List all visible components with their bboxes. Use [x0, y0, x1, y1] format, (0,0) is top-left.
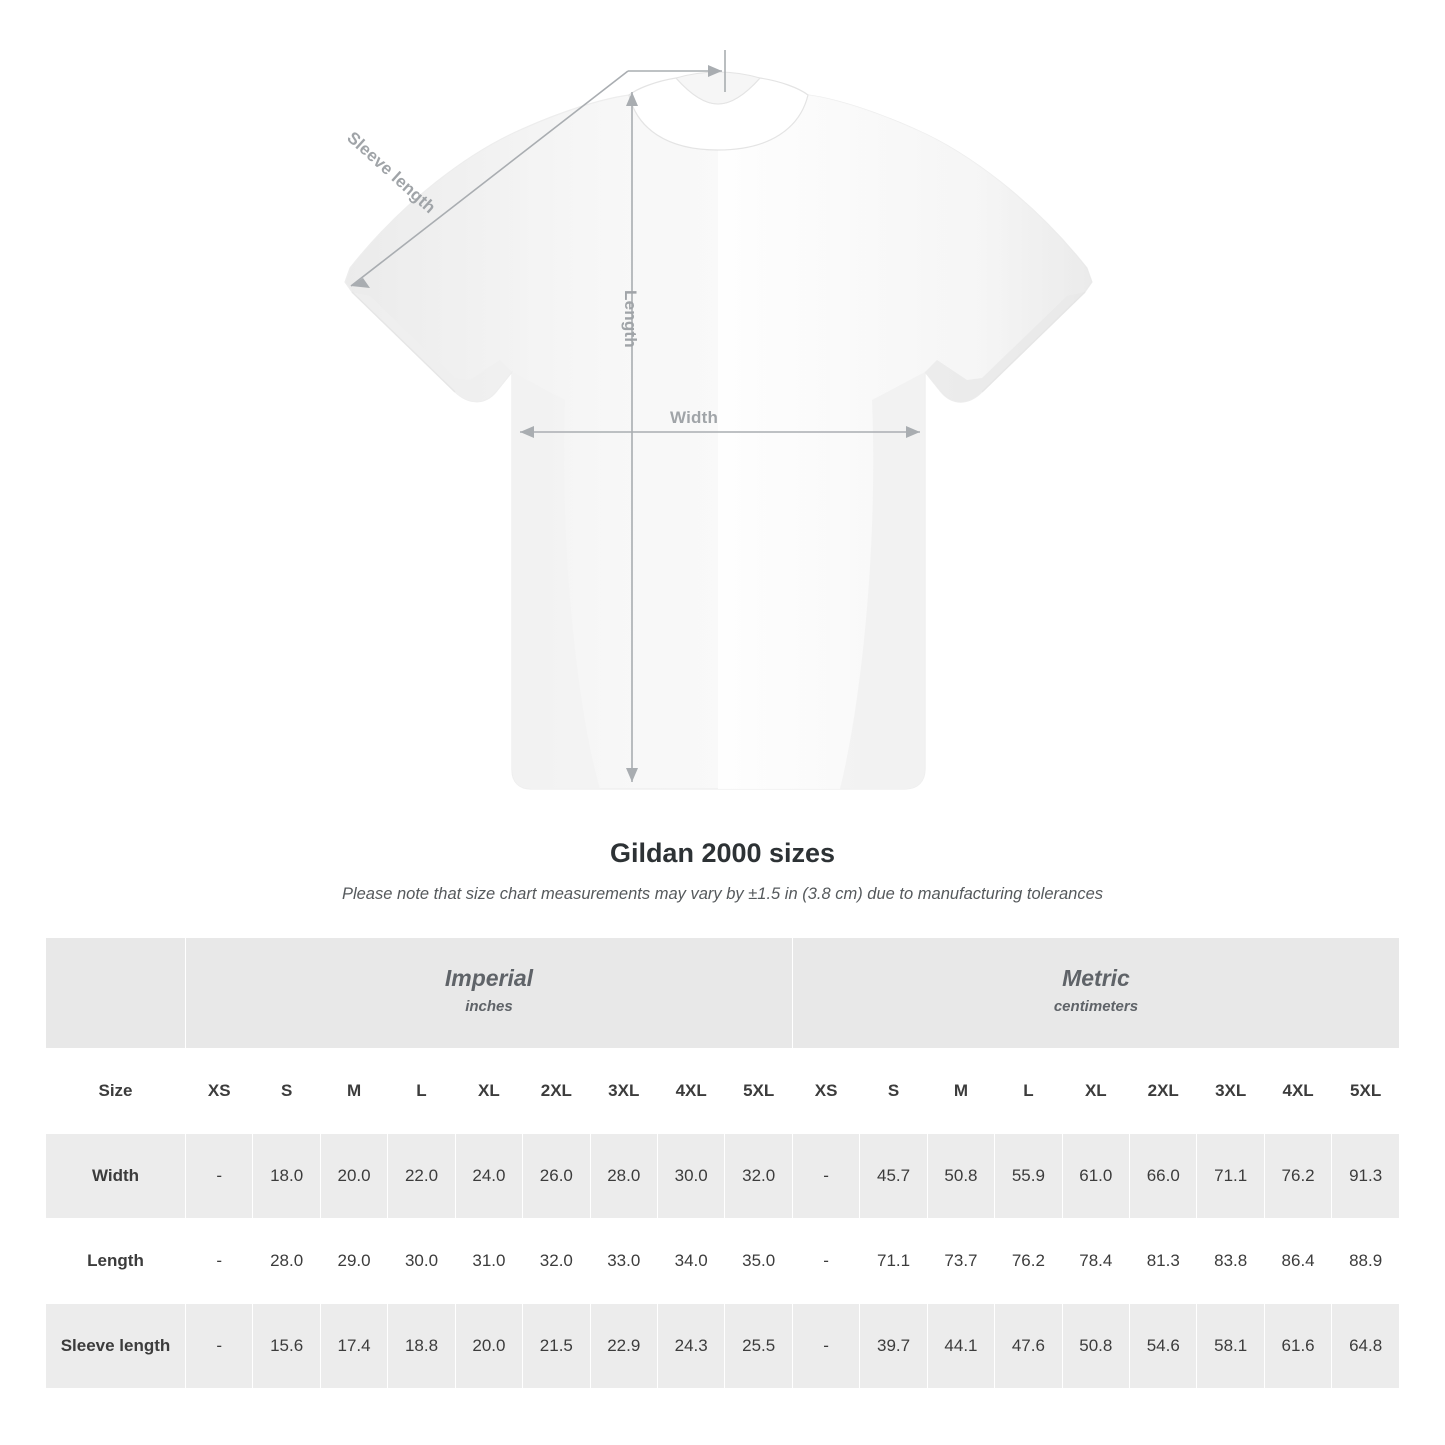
cell-width-imperial-4xl: 30.0 — [657, 1134, 724, 1219]
cell-sleeve-imperial-2xl: 21.5 — [523, 1304, 590, 1389]
cell-sleeve-metric-m: 44.1 — [927, 1304, 994, 1389]
column-header-imperial-2xl: 2XL — [523, 1049, 590, 1134]
cell-length-imperial-xs: - — [186, 1219, 253, 1304]
row-label-sleeve-length: Sleeve length — [46, 1304, 186, 1389]
column-header-imperial-5xl: 5XL — [725, 1049, 793, 1134]
unit-header-row — [46, 938, 1400, 1049]
cell-length-imperial-l: 30.0 — [388, 1219, 455, 1304]
cell-sleeve-imperial-xs: - — [186, 1304, 253, 1389]
cell-length-imperial-xl: 31.0 — [455, 1219, 522, 1304]
cell-length-metric-3xl: 83.8 — [1197, 1219, 1264, 1304]
column-header-metric-4xl: 4XL — [1264, 1049, 1331, 1134]
cell-sleeve-imperial-m: 17.4 — [320, 1304, 387, 1389]
cell-sleeve-imperial-3xl: 22.9 — [590, 1304, 657, 1389]
cell-width-imperial-s: 18.0 — [253, 1134, 320, 1219]
cell-width-metric-l: 55.9 — [995, 1134, 1062, 1219]
unit-header-imperial — [186, 938, 793, 1049]
table-row — [46, 1219, 1400, 1304]
column-header-metric-s: S — [860, 1049, 927, 1134]
cell-sleeve-metric-3xl: 58.1 — [1197, 1304, 1264, 1389]
title-block — [0, 838, 1445, 904]
width-dimension-label: Width — [670, 408, 719, 427]
cell-length-metric-xs: - — [792, 1219, 859, 1304]
unit-name-metric: Metric — [1062, 965, 1130, 992]
unit-header-metric — [792, 938, 1399, 1049]
cell-length-metric-4xl: 86.4 — [1264, 1219, 1331, 1304]
column-header-imperial-m: M — [320, 1049, 387, 1134]
cell-length-metric-2xl: 81.3 — [1130, 1219, 1197, 1304]
unit-sub-metric: centimeters — [1053, 998, 1139, 1016]
cell-width-metric-5xl: 91.3 — [1332, 1134, 1400, 1219]
column-header-imperial-l: L — [388, 1049, 455, 1134]
page-title: Gildan 2000 sizes — [609, 838, 836, 868]
cell-sleeve-metric-2xl: 54.6 — [1130, 1304, 1197, 1389]
cell-sleeve-metric-s: 39.7 — [860, 1304, 927, 1389]
cell-sleeve-imperial-s: 15.6 — [253, 1304, 320, 1389]
column-header-metric-m: M — [927, 1049, 994, 1134]
cell-width-metric-2xl: 66.0 — [1130, 1134, 1197, 1219]
cell-sleeve-imperial-xl: 20.0 — [455, 1304, 522, 1389]
column-header-metric-2xl: 2XL — [1130, 1049, 1197, 1134]
column-header-imperial-4xl: 4XL — [657, 1049, 724, 1134]
column-header-metric-3xl: 3XL — [1197, 1049, 1264, 1134]
sleeve-length-dimension-label: Sleeve length — [343, 128, 440, 218]
cell-width-imperial-m: 20.0 — [320, 1134, 387, 1219]
unit-sub-imperial: inches — [465, 998, 513, 1016]
cell-width-metric-4xl: 76.2 — [1264, 1134, 1331, 1219]
cell-width-imperial-xl: 24.0 — [455, 1134, 522, 1219]
cell-width-imperial-3xl: 28.0 — [590, 1134, 657, 1219]
cell-length-metric-l: 76.2 — [995, 1219, 1062, 1304]
column-header-metric-xs: XS — [792, 1049, 859, 1134]
column-header-imperial-3xl: 3XL — [590, 1049, 657, 1134]
cell-width-imperial-5xl: 32.0 — [725, 1134, 793, 1219]
unit-header-spacer — [46, 938, 186, 1049]
length-dimension-label: Length — [621, 290, 640, 348]
column-header-metric-l: L — [995, 1049, 1062, 1134]
column-header-size: Size — [46, 1049, 186, 1134]
size-header-row — [46, 1049, 1400, 1134]
cell-length-metric-xl: 78.4 — [1062, 1219, 1129, 1304]
cell-sleeve-imperial-5xl: 25.5 — [725, 1304, 793, 1389]
cell-sleeve-imperial-l: 18.8 — [388, 1304, 455, 1389]
cell-width-metric-m: 50.8 — [927, 1134, 994, 1219]
cell-width-imperial-l: 22.0 — [388, 1134, 455, 1219]
cell-sleeve-metric-xl: 50.8 — [1062, 1304, 1129, 1389]
cell-length-imperial-4xl: 34.0 — [657, 1219, 724, 1304]
column-header-imperial-s: S — [253, 1049, 320, 1134]
cell-sleeve-imperial-4xl: 24.3 — [657, 1304, 724, 1389]
tolerance-note: Please note that size chart measurements may vary by ±1.5 in (3.8 cm) due to manufacturing tolerances — [341, 885, 1104, 903]
cell-length-imperial-m: 29.0 — [320, 1219, 387, 1304]
column-header-imperial-xs: XS — [186, 1049, 253, 1134]
cell-width-imperial-2xl: 26.0 — [523, 1134, 590, 1219]
cell-sleeve-metric-5xl: 64.8 — [1332, 1304, 1400, 1389]
cell-width-metric-s: 45.7 — [860, 1134, 927, 1219]
column-header-metric-5xl: 5XL — [1332, 1049, 1400, 1134]
cell-width-metric-3xl: 71.1 — [1197, 1134, 1264, 1219]
size-table-wrapper — [45, 937, 1400, 1389]
column-header-metric-xl: XL — [1062, 1049, 1129, 1134]
cell-sleeve-metric-xs: - — [792, 1304, 859, 1389]
unit-name-imperial: Imperial — [444, 965, 534, 992]
table-row — [46, 1304, 1400, 1389]
cell-width-imperial-xs: - — [186, 1134, 253, 1219]
cell-length-imperial-5xl: 35.0 — [725, 1219, 793, 1304]
size-table — [45, 937, 1400, 1389]
cell-width-metric-xs: - — [792, 1134, 859, 1219]
cell-length-imperial-3xl: 33.0 — [590, 1219, 657, 1304]
column-header-imperial-xl: XL — [455, 1049, 522, 1134]
cell-length-metric-m: 73.7 — [927, 1219, 994, 1304]
table-row — [46, 1134, 1400, 1219]
cell-sleeve-metric-l: 47.6 — [995, 1304, 1062, 1389]
cell-length-imperial-s: 28.0 — [253, 1219, 320, 1304]
row-label-length: Length — [46, 1219, 186, 1304]
cell-width-metric-xl: 61.0 — [1062, 1134, 1129, 1219]
cell-sleeve-metric-4xl: 61.6 — [1264, 1304, 1331, 1389]
cell-length-metric-s: 71.1 — [860, 1219, 927, 1304]
cell-length-metric-5xl: 88.9 — [1332, 1219, 1400, 1304]
row-label-width: Width — [46, 1134, 186, 1219]
cell-length-imperial-2xl: 32.0 — [523, 1219, 590, 1304]
